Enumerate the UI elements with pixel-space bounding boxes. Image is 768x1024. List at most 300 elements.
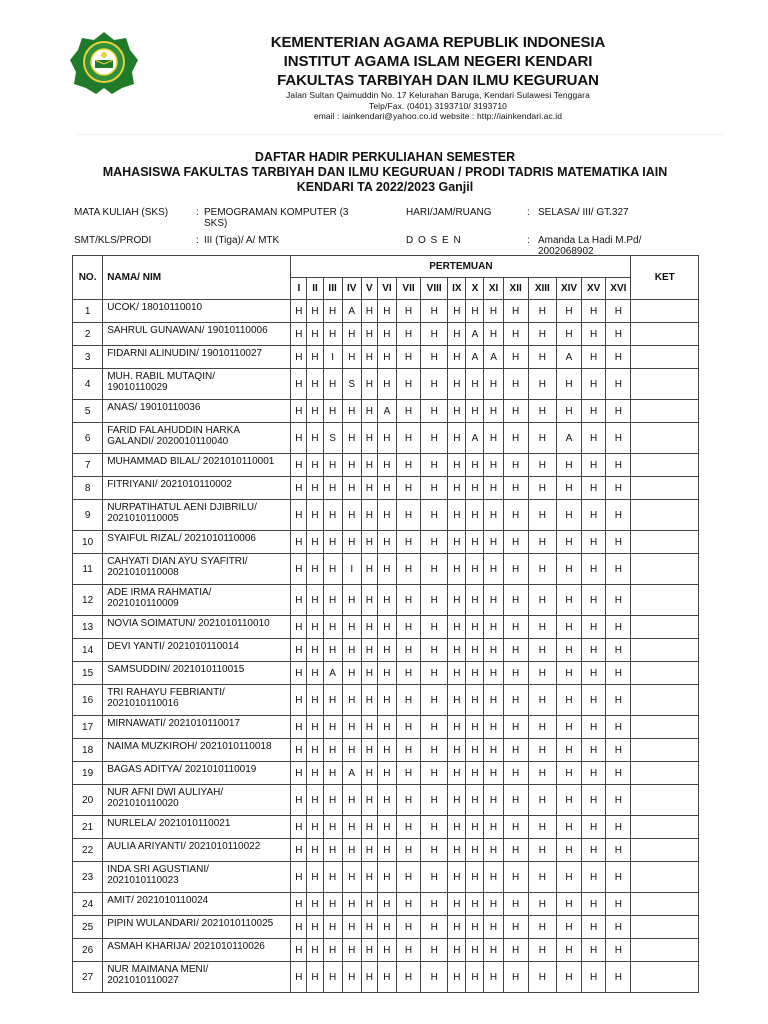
attendance-mark: H xyxy=(361,616,377,639)
email-line: email : iainkendari@yahoo.co.id website : http://iainkendari.ac.id xyxy=(313,111,563,121)
student-name-nim xyxy=(103,531,291,554)
course-value-line-1: PEMOGRAMAN KOMPUTER (3 xyxy=(204,207,349,218)
attendance-mark: H xyxy=(582,554,606,585)
remarks-cell xyxy=(631,816,699,839)
attendance-mark: H xyxy=(606,500,631,531)
attendance-mark: H xyxy=(342,400,361,423)
attendance-mark: H xyxy=(377,300,396,323)
attendance-mark: H xyxy=(484,323,503,346)
attendance-mark: H xyxy=(448,893,466,916)
attendance-mark: H xyxy=(291,423,307,454)
student-name-nim xyxy=(103,346,291,369)
remarks-cell xyxy=(631,762,699,785)
attendance-mark: H xyxy=(582,454,606,477)
table-row xyxy=(73,477,699,500)
attendance-mark: H xyxy=(466,369,484,400)
attendance-mark: H xyxy=(361,585,377,616)
iain-kendari-emblem-icon xyxy=(68,30,140,94)
attendance-mark: H xyxy=(448,839,466,862)
student-name-nim xyxy=(103,454,291,477)
student-name-line-1: CAHYATI DIAN AYU SYAFITRI/ xyxy=(107,556,248,567)
row-number: 4 xyxy=(73,369,103,400)
attendance-mark: H xyxy=(582,585,606,616)
table-row xyxy=(73,939,699,962)
course-label: MATA KULIAH (SKS) xyxy=(74,207,169,218)
remarks-cell xyxy=(631,300,699,323)
row-number: 26 xyxy=(73,939,103,962)
attendance-mark: H xyxy=(528,739,556,762)
attendance-mark: H xyxy=(421,554,448,585)
attendance-mark: H xyxy=(307,816,323,839)
attendance-mark: H xyxy=(556,916,581,939)
attendance-mark: H xyxy=(377,323,396,346)
attendance-mark: H xyxy=(466,839,484,862)
attendance-mark: H xyxy=(528,685,556,716)
attendance-mark: H xyxy=(528,762,556,785)
attendance-mark: H xyxy=(448,762,466,785)
attendance-mark: H xyxy=(528,662,556,685)
attendance-mark: H xyxy=(582,862,606,893)
attendance-mark: H xyxy=(307,554,323,585)
attendance-mark: I xyxy=(323,346,342,369)
attendance-mark: H xyxy=(503,554,528,585)
student-name-nim xyxy=(103,639,291,662)
student-name-nim xyxy=(103,662,291,685)
attendance-mark: H xyxy=(606,939,631,962)
attendance-mark: H xyxy=(396,893,420,916)
attendance-mark: H xyxy=(323,916,342,939)
student-name-nim xyxy=(103,762,291,785)
attendance-mark: H xyxy=(323,893,342,916)
row-number: 18 xyxy=(73,739,103,762)
attendance-mark: H xyxy=(503,939,528,962)
attendance-mark: H xyxy=(342,662,361,685)
attendance-mark: H xyxy=(361,500,377,531)
attendance-mark: H xyxy=(582,500,606,531)
document-title xyxy=(70,150,700,195)
attendance-mark: H xyxy=(421,716,448,739)
attendance-mark: H xyxy=(396,616,420,639)
student-name-line-2: 2021010110008 xyxy=(107,567,179,578)
attendance-mark: H xyxy=(323,323,342,346)
student-name-nim xyxy=(103,716,291,739)
table-row xyxy=(73,916,699,939)
attendance-mark: H xyxy=(503,346,528,369)
attendance-mark: H xyxy=(421,400,448,423)
course-value-line-2: SKS) xyxy=(204,218,228,229)
attendance-mark: H xyxy=(448,939,466,962)
attendance-mark: H xyxy=(291,662,307,685)
remarks-cell xyxy=(631,454,699,477)
row-number: 10 xyxy=(73,531,103,554)
attendance-mark: H xyxy=(323,477,342,500)
attendance-mark: H xyxy=(396,323,420,346)
attendance-mark: H xyxy=(421,893,448,916)
row-number: 14 xyxy=(73,639,103,662)
attendance-mark: H xyxy=(291,300,307,323)
course-value xyxy=(204,207,384,229)
attendance-mark: H xyxy=(556,962,581,993)
student-name-nim xyxy=(103,685,291,716)
attendance-mark: H xyxy=(528,893,556,916)
ministry-name: KEMENTERIAN AGAMA REPUBLIK INDONESIA xyxy=(270,34,606,51)
student-name-line-1: TRI RAHAYU FEBRIANTI/ xyxy=(107,687,225,698)
remarks-cell xyxy=(631,477,699,500)
attendance-mark: H xyxy=(466,616,484,639)
attendance-mark: H xyxy=(556,585,581,616)
attendance-mark: H xyxy=(291,400,307,423)
attendance-mark: H xyxy=(377,839,396,862)
attendance-mark: H xyxy=(307,916,323,939)
attendance-mark: H xyxy=(466,785,484,816)
attendance-mark: H xyxy=(528,639,556,662)
attendance-mark: H xyxy=(528,616,556,639)
semester-value: III (Tiga)/ A/ MTK xyxy=(204,235,280,246)
attendance-mark: H xyxy=(421,477,448,500)
remarks-cell xyxy=(631,716,699,739)
remarks-cell xyxy=(631,554,699,585)
student-name-nim xyxy=(103,369,291,400)
student-name-line-1: NUR AFNI DWI AULIYAH/ xyxy=(107,787,224,798)
attendance-mark: H xyxy=(396,585,420,616)
table-row xyxy=(73,962,699,993)
attendance-mark: H xyxy=(606,685,631,716)
attendance-mark: H xyxy=(556,716,581,739)
attendance-mark: H xyxy=(307,893,323,916)
no-column-header: NO. xyxy=(73,256,103,300)
attendance-mark: H xyxy=(606,893,631,916)
attendance-mark: H xyxy=(503,300,528,323)
attendance-mark: S xyxy=(342,369,361,400)
table-row xyxy=(73,685,699,716)
attendance-mark: H xyxy=(448,346,466,369)
attendance-mark: H xyxy=(484,739,503,762)
attendance-mark: H xyxy=(503,531,528,554)
meetings-group-header: PERTEMUAN xyxy=(291,256,631,278)
table-row xyxy=(73,585,699,616)
attendance-mark: H xyxy=(421,739,448,762)
meeting-header-5: V xyxy=(361,278,377,300)
row-number: 9 xyxy=(73,500,103,531)
attendance-mark: H xyxy=(466,477,484,500)
attendance-mark: H xyxy=(528,323,556,346)
table-row xyxy=(73,662,699,685)
row-number: 19 xyxy=(73,762,103,785)
attendance-mark: H xyxy=(448,662,466,685)
attendance-mark: H xyxy=(421,423,448,454)
row-number: 22 xyxy=(73,839,103,862)
attendance-mark: H xyxy=(361,716,377,739)
attendance-mark: H xyxy=(421,762,448,785)
attendance-mark: H xyxy=(503,785,528,816)
attendance-mark: H xyxy=(377,346,396,369)
attendance-mark: H xyxy=(342,323,361,346)
attendance-mark: H xyxy=(323,939,342,962)
attendance-mark: H xyxy=(466,816,484,839)
attendance-mark: H xyxy=(291,839,307,862)
attendance-mark: H xyxy=(556,839,581,862)
student-name-nim xyxy=(103,816,291,839)
attendance-mark: H xyxy=(556,400,581,423)
table-row xyxy=(73,739,699,762)
attendance-mark: H xyxy=(582,369,606,400)
attendance-mark: H xyxy=(466,762,484,785)
remarks-cell xyxy=(631,639,699,662)
table-row xyxy=(73,616,699,639)
attendance-mark: H xyxy=(377,616,396,639)
table-row xyxy=(73,762,699,785)
schedule-value: SELASA/ III/ GT.327 xyxy=(538,207,629,218)
row-number: 27 xyxy=(73,962,103,993)
attendance-mark: H xyxy=(396,939,420,962)
student-name-line-2: 2021010110020 xyxy=(107,798,179,809)
remarks-cell xyxy=(631,962,699,993)
student-name-nim xyxy=(103,739,291,762)
student-name-line-1: NOVIA SOIMATUN/ 2021010110010 xyxy=(107,618,270,629)
attendance-mark: H xyxy=(396,454,420,477)
attendance-mark: H xyxy=(528,500,556,531)
attendance-mark: H xyxy=(291,323,307,346)
attendance-mark: H xyxy=(528,716,556,739)
attendance-mark: H xyxy=(307,369,323,400)
remarks-cell xyxy=(631,662,699,685)
attendance-mark: H xyxy=(307,423,323,454)
attendance-mark: H xyxy=(323,685,342,716)
attendance-mark: H xyxy=(484,500,503,531)
attendance-mark: H xyxy=(342,839,361,862)
attendance-mark: H xyxy=(466,531,484,554)
attendance-mark: H xyxy=(503,585,528,616)
attendance-mark: H xyxy=(484,531,503,554)
attendance-mark: H xyxy=(421,962,448,993)
attendance-mark: H xyxy=(291,554,307,585)
attendance-mark: H xyxy=(291,369,307,400)
student-name-line-1: ASMAH KHARIJA/ 2021010110026 xyxy=(107,941,265,952)
attendance-mark: H xyxy=(396,916,420,939)
attendance-mark: H xyxy=(606,716,631,739)
row-number: 20 xyxy=(73,785,103,816)
attendance-mark: A xyxy=(342,762,361,785)
table-row xyxy=(73,531,699,554)
row-number: 2 xyxy=(73,323,103,346)
student-name-line-1: INDA SRI AGUSTIANI/ xyxy=(107,864,209,875)
attendance-mark: H xyxy=(291,454,307,477)
attendance-mark: H xyxy=(606,916,631,939)
attendance-mark: A xyxy=(323,662,342,685)
attendance-mark: H xyxy=(361,762,377,785)
attendance-mark: H xyxy=(606,739,631,762)
student-name-nim xyxy=(103,893,291,916)
attendance-mark: H xyxy=(342,423,361,454)
attendance-mark: I xyxy=(342,554,361,585)
attendance-mark: H xyxy=(484,862,503,893)
remarks-cell xyxy=(631,400,699,423)
student-name-nim xyxy=(103,477,291,500)
student-name-line-1: FITRIYANI/ 2021010110002 xyxy=(107,479,232,490)
attendance-mark: H xyxy=(291,962,307,993)
attendance-mark: H xyxy=(556,531,581,554)
attendance-mark: H xyxy=(342,531,361,554)
attendance-mark: H xyxy=(582,531,606,554)
attendance-mark: H xyxy=(421,616,448,639)
student-name-nim xyxy=(103,616,291,639)
lecturer-value xyxy=(538,235,698,257)
student-name-line-1: MUHAMMAD BILAL/ 2021010110001 xyxy=(107,456,275,467)
attendance-mark: H xyxy=(307,639,323,662)
table-row xyxy=(73,300,699,323)
attendance-mark: H xyxy=(466,685,484,716)
attendance-mark: H xyxy=(528,816,556,839)
attendance-mark: H xyxy=(466,716,484,739)
attendance-mark: H xyxy=(342,862,361,893)
row-number: 5 xyxy=(73,400,103,423)
attendance-mark: H xyxy=(484,762,503,785)
address-line: Jalan Sultan Qaimuddin No. 17 Kelurahan Baruga, Kendari Sulawesi Tenggara xyxy=(286,90,590,100)
attendance-mark: H xyxy=(323,554,342,585)
attendance-mark: H xyxy=(448,862,466,893)
meeting-header-10: X xyxy=(466,278,484,300)
attendance-mark: H xyxy=(466,554,484,585)
schedule-colon: : xyxy=(527,207,530,218)
student-name-line-1: FIDARNI ALINUDIN/ 19010110027 xyxy=(107,348,263,359)
attendance-mark: H xyxy=(606,962,631,993)
attendance-mark: H xyxy=(606,762,631,785)
attendance-mark: H xyxy=(396,762,420,785)
student-name-line-1: ADE IRMA RAHMATIA/ xyxy=(107,587,212,598)
attendance-mark: H xyxy=(396,346,420,369)
attendance-mark: A xyxy=(466,423,484,454)
attendance-mark: H xyxy=(556,685,581,716)
lecturer-label: D O S E N xyxy=(406,235,462,246)
attendance-mark: H xyxy=(448,369,466,400)
attendance-mark: H xyxy=(448,585,466,616)
table-row xyxy=(73,400,699,423)
student-name-line-2: 2021010110027 xyxy=(107,975,179,986)
attendance-mark: H xyxy=(556,616,581,639)
attendance-mark: H xyxy=(307,585,323,616)
attendance-mark: H xyxy=(361,531,377,554)
remarks-cell xyxy=(631,616,699,639)
table-row xyxy=(73,423,699,454)
table-row xyxy=(73,862,699,893)
attendance-mark: H xyxy=(466,862,484,893)
attendance-mark: H xyxy=(582,939,606,962)
attendance-mark: H xyxy=(342,785,361,816)
attendance-mark: H xyxy=(582,785,606,816)
attendance-mark: H xyxy=(307,716,323,739)
meeting-header-2: II xyxy=(307,278,323,300)
attendance-mark: H xyxy=(291,916,307,939)
attendance-mark: H xyxy=(448,916,466,939)
attendance-mark: H xyxy=(421,300,448,323)
student-name-nim xyxy=(103,300,291,323)
attendance-mark: H xyxy=(377,716,396,739)
attendance-mark: H xyxy=(528,785,556,816)
title-line-1: DAFTAR HADIR PERKULIAHAN SEMESTER xyxy=(254,150,516,164)
attendance-mark: H xyxy=(582,639,606,662)
attendance-mark: H xyxy=(484,585,503,616)
attendance-mark: H xyxy=(421,816,448,839)
semester-label: SMT/KLS/PRODI xyxy=(74,235,152,246)
attendance-mark: H xyxy=(421,639,448,662)
row-number: 25 xyxy=(73,916,103,939)
student-name-line-1: NURPATIHATUL AENI DJIBRILU/ xyxy=(107,502,257,513)
attendance-mark: H xyxy=(377,531,396,554)
attendance-mark: H xyxy=(421,323,448,346)
phone-line: Telp/Fax. (0401) 3193710/ 3193710 xyxy=(369,100,507,111)
attendance-mark: H xyxy=(421,369,448,400)
table-row xyxy=(73,346,699,369)
attendance-mark: A xyxy=(556,423,581,454)
attendance-rows xyxy=(73,300,699,993)
attendance-mark: H xyxy=(361,839,377,862)
attendance-mark: H xyxy=(342,685,361,716)
remarks-cell xyxy=(631,369,699,400)
attendance-mark: H xyxy=(606,323,631,346)
attendance-mark: H xyxy=(342,477,361,500)
attendance-mark: H xyxy=(606,300,631,323)
remarks-cell xyxy=(631,739,699,762)
attendance-mark: H xyxy=(323,454,342,477)
attendance-mark: H xyxy=(291,616,307,639)
attendance-mark: H xyxy=(361,639,377,662)
meeting-header-6: VI xyxy=(377,278,396,300)
table-row xyxy=(73,639,699,662)
attendance-mark: H xyxy=(377,739,396,762)
student-name-line-1: NAIMA MUZKIROH/ 2021010110018 xyxy=(107,741,272,752)
attendance-mark: H xyxy=(606,639,631,662)
attendance-mark: H xyxy=(342,939,361,962)
student-name-nim xyxy=(103,862,291,893)
row-number: 8 xyxy=(73,477,103,500)
attendance-mark: H xyxy=(421,500,448,531)
attendance-mark: H xyxy=(484,616,503,639)
attendance-mark: H xyxy=(323,369,342,400)
attendance-mark: H xyxy=(466,662,484,685)
attendance-mark: H xyxy=(606,369,631,400)
attendance-mark: H xyxy=(448,739,466,762)
attendance-mark: H xyxy=(503,369,528,400)
row-number: 21 xyxy=(73,816,103,839)
attendance-mark: H xyxy=(307,300,323,323)
attendance-mark: H xyxy=(448,423,466,454)
attendance-mark: H xyxy=(307,400,323,423)
attendance-mark: H xyxy=(377,685,396,716)
attendance-mark: H xyxy=(448,300,466,323)
attendance-mark: H xyxy=(323,400,342,423)
attendance-mark: H xyxy=(307,616,323,639)
student-name-nim xyxy=(103,839,291,862)
attendance-mark: H xyxy=(323,639,342,662)
remarks-cell xyxy=(631,531,699,554)
student-name-line-1: MIRNAWATI/ 2021010110017 xyxy=(107,718,241,729)
remarks-cell xyxy=(631,862,699,893)
remarks-cell xyxy=(631,939,699,962)
remarks-cell xyxy=(631,893,699,916)
meeting-header-15: XV xyxy=(582,278,606,300)
attendance-mark: H xyxy=(556,662,581,685)
attendance-mark: H xyxy=(323,616,342,639)
student-name-line-1: UCOK/ 18010110010 xyxy=(107,302,203,313)
attendance-mark: H xyxy=(556,477,581,500)
remarks-cell xyxy=(631,500,699,531)
student-name-nim xyxy=(103,939,291,962)
attendance-mark: H xyxy=(307,762,323,785)
letterhead xyxy=(150,33,726,122)
attendance-mark: H xyxy=(396,300,420,323)
attendance-mark: H xyxy=(556,762,581,785)
row-number: 23 xyxy=(73,862,103,893)
